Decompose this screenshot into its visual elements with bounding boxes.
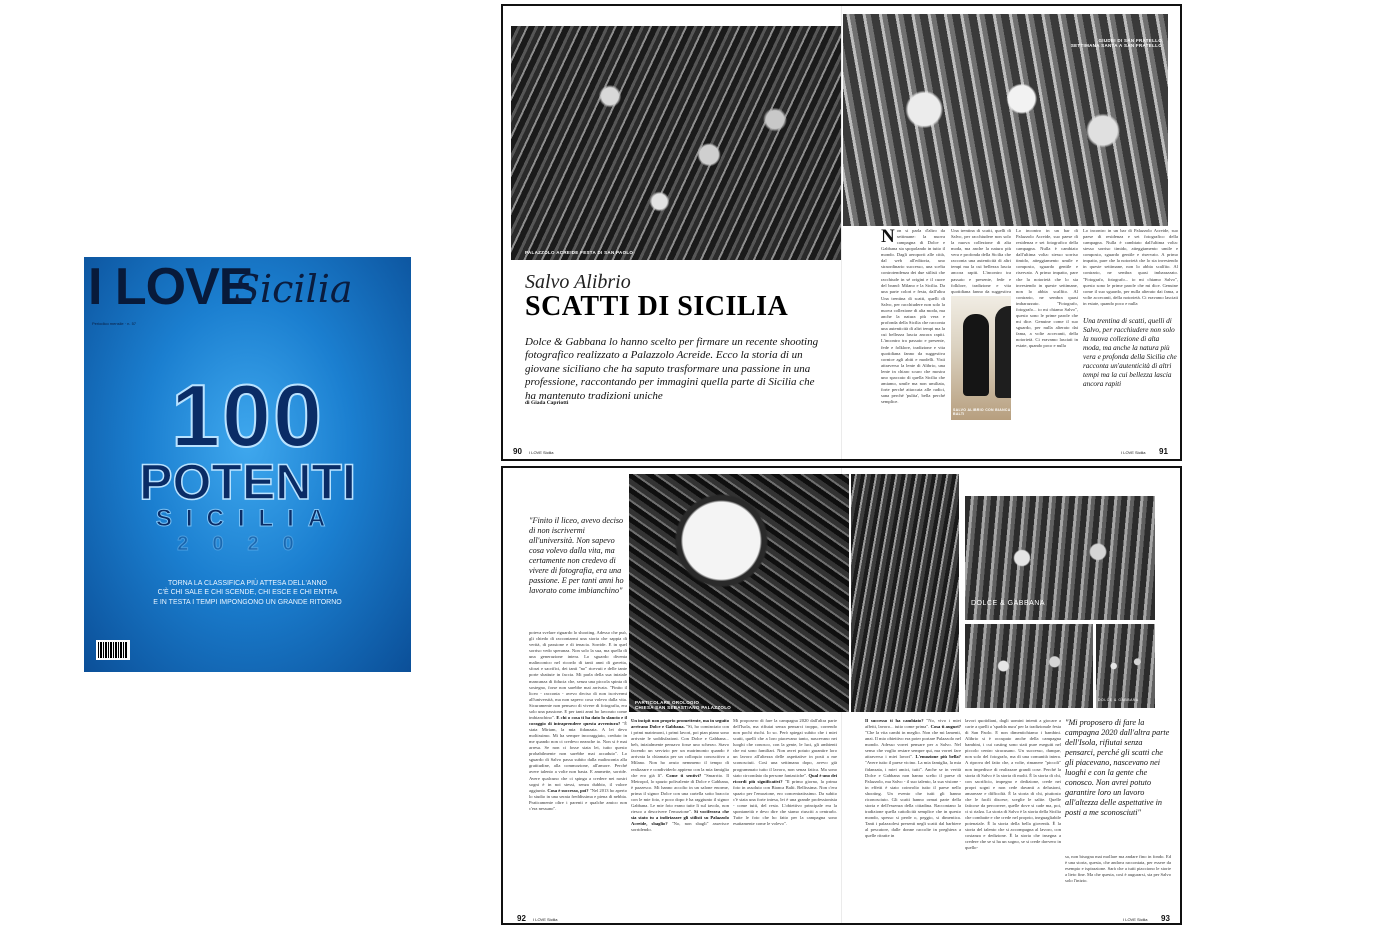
- article-byline: di Giada Capriotti: [525, 400, 569, 406]
- body-column: [631, 718, 729, 918]
- body-text: "No, non sbagli" asserisce sorridendo.: [631, 821, 729, 833]
- cover-issue-info: Periodico mensile · n. 57: [92, 321, 137, 326]
- cover-title: POTENTI: [139, 454, 356, 510]
- pull-quote: "Finito il liceo, avevo deciso di non iscrivermi all'università. Non sapevo cosa volevo dalla vita, ma certamente non credevo di vivere di fotografia, era una passione. E per tanti anni ho lavorato come imbianchino": [529, 516, 624, 595]
- article-title-block: [525, 272, 825, 323]
- gutter: [841, 6, 842, 459]
- body-text: "No, vivo i miei affetti, lavoro... tutto come prima".: [865, 718, 961, 730]
- cover-script-title: Sicilia: [234, 267, 353, 311]
- interview-question: Qual è uno dei ricordi più significativi?: [733, 772, 837, 784]
- body-text: Mi proposero di fare la campagna 2020 dall'altra parte dell'Isola, ma rifiutai senza pensarci troppo, correndo non pochi rischi. Io so. Però spiegai subito che i miei scatti, quelli che a loro piacevano tanto, nascevano nei luoghi che conosco, con la gente, le luci, gli ambienti che mi sono familiari. Non avrei potuto garantire loro un lavoro all'altezza delle aspettative in posti a me sconosciuti. Così una settimana dopo, avevo già programmato tutto il lavoro, non senza fatica. Ma sono stato circondato da persone fantastiche".: [733, 718, 837, 778]
- clock-photo: [629, 474, 849, 712]
- body-text: Lo incontro in un bar di Palazzolo Acreide, suo paese di residenza e set fotografico della campagna. Nulla è cambiato dall'ultima volta: stesso sorriso timido, atteggiamento umile e composto, sguardo gentile e riservato. A primo impatto, pare che la notorietà che lo sta investendo in queste settimane, non lo abbia scalfito. Al contrario, ne sembra quasi imbarazzato. "Fotografo, fotografo... io mi chiamo Salvo", questo sono le prime parole che mi dice. Genuine come il suo sguardo, per nulla alterato dai fama, a volte accecanti, della notorietà. Ci eravamo lasciati in estate, quando poco e nulla: [1016, 228, 1078, 349]
- model-figure: [963, 314, 989, 396]
- interview-question: Un incipit non proprio promettente, ma in seguito arrivano Dolce e Gabbana.: [631, 718, 729, 730]
- brand-label: DOLCE & GABBANA: [1098, 698, 1139, 702]
- crowd-photo: [511, 26, 841, 260]
- interview-question: E chi o cosa ti ha dato lo slancio e il coraggio di intraprendere questa avventura?: [529, 714, 627, 726]
- cover-region: SICILIA: [155, 505, 340, 532]
- interview-question: Si vociferava che sia stato tu a indirizzare gli stilisti su Palazzolo Acreide, sbaglio?: [631, 808, 729, 827]
- photo-caption: SALVO ALIBRIO CON BIANCA BALTI: [953, 408, 1011, 417]
- cover-logo: I LOVE: [88, 258, 253, 316]
- barcode: [96, 640, 130, 660]
- body-text: lavori quotidiani, dagli uomini intenti a giocare a carte a quelli a 'spadda nura' per la tradizionale festa di San Paolo. E non dimentichiamo i bambini. Alibrio si è occupato anche della campagna bambini, i cui casting sono stati pure eseguiti nel piccolo centro siracusano. Un successo, dunque, non solo del fotografo, ma di una comunità intera. A riprova del fatto che, a volte, rimanere "piccoli" non impedisce di realizzare grandi cose. Perché la storia di Salvo è la storia di molti. È la storia di chi, con sacrificio, impegno e dedizione, crede nei propri sogni e non cede davanti a delusioni, amarezze e difficoltà. È la storia di chi, piuttosto che le facili discese, sceglie le salite. Quelle faticose da percorrere, quelle dove si cade ma, poi, ci si rialza. La storia di Salvo è la storia della Sicilia che combatte e che crede nel proprio, ineguagliabile potenziale. È la storia della bella gioventù. È la storia del talento che si accompagna al lavoro, con costanza e dedizione. È la storia che insegna a credere che se si ha un sogno, se si crede davvero in quello-: [965, 718, 1061, 851]
- campaign-photo-group: [965, 496, 1155, 620]
- body-text: Lo incontro in un bar di Palazzolo Acreide, suo paese di residenza e set fotografico della campagna. Nulla è cambiato dall'ultima volta: stesso sorriso timido, atteggiamento umile e composto, sguardo gentile e riservato. A primo impatto, pare che la notorietà che lo sta investendo in queste settimane, non lo abbia scalfito. Al contrario, ne sembra quasi imbarazzato. "Fotografo, fotografo... io mi chiamo Salvo", questo sono le prime parole che mi dice. Genuine come il suo sguardo, per nulla alterato dai fama, a volte accecanti, della notorietà. Ci eravamo lasciati in estate, quando poco e nulla: [1083, 228, 1178, 306]
- body-column: [1016, 228, 1078, 436]
- body-text: Una trentina di scatti, quelli di Salvo, per racchiudere non solo la nuova collezione di alta moda, ma anche la natura più vera e profonda della Sicilia che racconta una autenticità di altri tempi ma la cui bellezza lascia ancora rapiti. L'incontro tra passato e presente, fede e folklore, tradizione e vita quotidiana fanno da suggestiva cornice agli abiti e modelli. Visti attraverso la lente di Alibrio, una lente in chiaro scuro che mostra uno spaccato di quella Sicilia che amiamo, umile ma non umiliata, forte perché attaccata alle radici, sana perché 'pulita', bella perché semplice.: [881, 296, 945, 405]
- campaign-photo-seated: [1096, 624, 1155, 708]
- body-text: "Avere tutto il paese vicino. La mia famiglia, la mia fidanzata, i miei amici, tutti". Anche se in verità Dolce e Gabbana non hanno scelto il paese di Palazzolo, ma Salvo - il suo talento, la sua visione - in effetti è stato coinvolto tutto il paese nello shooting. Un evento che tutti gli hanno riconosciuto. Gli scatti hanno ormai parte della storia e dell'essenza della cittadina. Raccontano la tradizione quella cattolicità semplice che in questo mondo, spesso si perde o, peggio, si dimentica. Tanti i palazzolesi presenti negli scatti dal barbiere al pescatore, dalle donne raccolte in preghiera a quelle ritratte in: [865, 760, 961, 839]
- parade-photo: [843, 14, 1168, 226]
- photo-caption: GIUDEI DI SAN FRATELLO SETTIMANA SANTA A SAN FRATELLO: [1070, 38, 1162, 49]
- page-number: 91: [1159, 447, 1168, 456]
- article-headline: SCATTI DI SICILIA: [525, 291, 789, 322]
- campaign-photo-bike: [965, 624, 1093, 708]
- body-text: on si parla d'altro da settimane: la nuova campagna di Dolce e Gabbana sta spopolando in tutto il mondo. Dagli aeroporti alle città, dal web all'editoria, uno straordinario successo, una scelta controtendenza dei due stilisti che racchiude in sé origini e il cuore del brand: Milano e la Sicilia. Da una parte colori e festa, dall'altra: [881, 228, 945, 294]
- spread-pages-90-91: [501, 4, 1182, 461]
- interview-question: Cosa ti auguri?: [930, 724, 961, 730]
- body-column: [1083, 228, 1178, 314]
- mechanism-photo: [851, 474, 959, 712]
- page-number: 93: [1161, 914, 1170, 923]
- body-text: "Il primo giorno, la prima foto in assoluto con Bianca Balti. Bellissima. Non c'era spazio per l'emozione, ero concentratissimo. Da subito c'è stata una forte intesa, lei è una grande professionista - come tutti, del resto. L'obiettivo principale era la spontaneità e devo dire che siamo riusciti a centrarlo. Tutte le foto che ho fatto per la campagna sono esattamente come le volevo".: [733, 778, 837, 827]
- photo-caption: PARTICOLARE OROLOGIO CHIESA SAN SEBASTIANO PALAZZOLO: [635, 700, 732, 711]
- cover-year: 2020: [177, 533, 318, 555]
- brand-label: DOLCE & GABBANA: [971, 600, 1046, 607]
- body-text: "Smarrito. Il Metropol, lo spazio polivalente di Dolce e Gabbana, è pazzesco. Mi hanno accolto in un salone enorme, prima il signor Dolce con una cartella sotto braccio con le mie foto, e poco dopo è ha raggiunto il signor Gabbana. Le mie foto erano tutte lì sul tavolo, non riesco a descrivere l'emozione".: [631, 772, 729, 814]
- body-column: [865, 718, 961, 918]
- folio-brand: I LOVE Sicilia: [529, 450, 554, 455]
- page-number: 90: [513, 447, 522, 456]
- body-column: [965, 718, 1061, 918]
- folio-brand: I LOVE Sicilia: [1123, 917, 1148, 922]
- portrait-photo: [951, 296, 1011, 420]
- body-column: [529, 630, 627, 820]
- pull-quote: Una trentina di scatti, quelli di Salvo, per racchiudere non solo la nuova collezione di alta moda, ma anche la natura più vera e profonda della Sicilia che racconta un'autenticità di altri tempi ma la cui bellezza lascia ancora rapiti: [1083, 317, 1177, 388]
- cover-number: 100: [171, 366, 324, 465]
- folio-brand: I LOVE Sicilia: [533, 917, 558, 922]
- body-text: sa, non bisogna mai mollare ma andare fino in fondo. Ed è una storia, questa, che andava raccontata, per essere da esempio e ispirazione. Sarà che a tutti piacciono le storie a lieto fine. Ma che questa, così è augurarsi, sia per Salvo solo l'inizio.: [1065, 854, 1171, 884]
- folio-brand: I LOVE Sicilia: [1121, 450, 1146, 455]
- body-column: [1065, 854, 1171, 914]
- interview-question: L'emozione più bella?: [915, 754, 961, 760]
- interview-question: Cosa è successo, poi?: [547, 787, 589, 793]
- body-text: "È stata Miriam, la mia fidanzata. A lei devo moltissimo. Mi ha sempre incoraggiato, creduto in me quando non ci credevo neanche io. Non si è mai arresa. Se non ci fosse stata lei, tutto questo probabilmente non sarebbe mai accaduto". Lo sguardo di Salvo passa subito dalla malinconia alla gratitudine, alla commozione, all'amore. Perché avere talento a volte non basta. E ammette, sorride. Avere qualcuno che ci spinga a credere nei nostri sogni è in noi stessi, senza dubbio, il valore aggiunto.: [529, 720, 627, 793]
- body-column: [881, 296, 945, 436]
- body-text: "Che la vita cambi in meglio. Non che mi lamenti, anzi. Il mio obiettivo era poter portare Palazzolo nel mondo. Adesso vorrei pensare per a Salvo. Nel senso che voglio restare sempre qui, ma vorrei fare attraverso i miei lavori".: [865, 730, 961, 760]
- body-column: [881, 228, 945, 294]
- body-text: poteva svelare riguardo lo shooting. Adesso che può, gli chiedo di raccontarmi una storia che sappia di verità, di passione e di tenacia. Sorride. E in quel sorriso vedo speranza. Non solo la sua, ma quella di una generazione intera. Lo sguardo diventa malinconico nel ricordo di tanti anni di gavetta, sforzi e sacrifici, dei tanti "no" ricevuti e delle tante porte sbattute in faccia. Mi parla della sua iniziale mancanza di fiducia che, senza una piccola spinta di sostegno, forse non sarebbe mai arrivata. "Finito il liceo - racconta - avevo deciso di non iscrivermi all'università, ma non sapevo cosa volevo dalla vita. Sicuramente non pensavo di vivere di fotografia, era solo una passione. E per tanti anni ho lavorato come imbianchino".: [529, 630, 627, 720]
- body-column: [951, 228, 1011, 294]
- body-column: [733, 718, 837, 918]
- spread-pages-92-93: [501, 466, 1182, 925]
- photo-caption: PALAZZOLO ACREIDE FESTA DI SAN PAOLO: [525, 250, 634, 255]
- pull-quote: "Mi proposero di fare la campagna 2020 dall'altra parte dell'Isola, rifiutai senza pensarci, perché gli scatti che gli piacevano, nascevano nei luoghi e con la gente che conosco. Non avrei potuto garantire loro un lavoro all'altezza delle aspettative in posti a me sconosciuti": [1065, 718, 1170, 817]
- cover-tagline: TORNA LA CLASSIFICA PIÙ ATTESA DELL'ANNO C'È CHI SALE E CHI SCENDE, CHI ESCE E CHI ENTRA E IN TESTA I TEMPI IMPONGONO UN GRANDE RITORNO: [153, 580, 342, 606]
- body-text: Una trentina di scatti, quelli di Salvo, per racchiudere non solo la nuova collezione di alta moda, ma anche la natura più vera e profonda della Sicilia che racconta una autenticità di altri tempi ma la cui bellezza lascia ancora rapiti. L'incontro tra passato e presente, fede e folklore, tradizione e vita quotidiana fanno da suggestiva: [951, 228, 1011, 294]
- photographer-figure: [995, 306, 1011, 398]
- magazine-cover: [84, 257, 411, 672]
- drop-cap: N: [881, 228, 895, 247]
- body-text: "Sì, ho cominciato con i primi matrimoni, i primi lavori, poi pian piano sono arrivate le soddisfazioni. Con Dolce e Gabbana... beh, inizialmente pensavo fosse uno scherzo. Stavo facendo un servizio per un matrimonio quando è arrivata la chiamata per un colloquio conoscitivo a Milano. Non ho avuto nemmeno il tempo di realizzare e condividerlo appieno con la mia famiglia che ero già lì".: [631, 724, 729, 778]
- interview-question: Il successo ti ha cambiato?: [865, 718, 924, 723]
- interview-question: Come ti sentivi?: [666, 772, 702, 778]
- article-standfirst: Dolce & Gabbana lo hanno scelto per firmare un recente shooting fotografico realizzato a Palazzolo Acreide. Ecco la storia di un giovane siciliano che ha saputo trasformare una passione in una professione, raccontando per immagini quella parte di Sicilia che ha mantenuto tradizioni uniche: [525, 336, 819, 402]
- article-kicker: Salvo Alibrio: [525, 271, 631, 293]
- body-text: "Nel 2013 ho aperto lo studio in una serata freddissima e piena di nebbia. Praticamente oltre i parenti e qualche amico non c'era nessuno".: [529, 787, 627, 811]
- page-number: 92: [517, 914, 526, 923]
